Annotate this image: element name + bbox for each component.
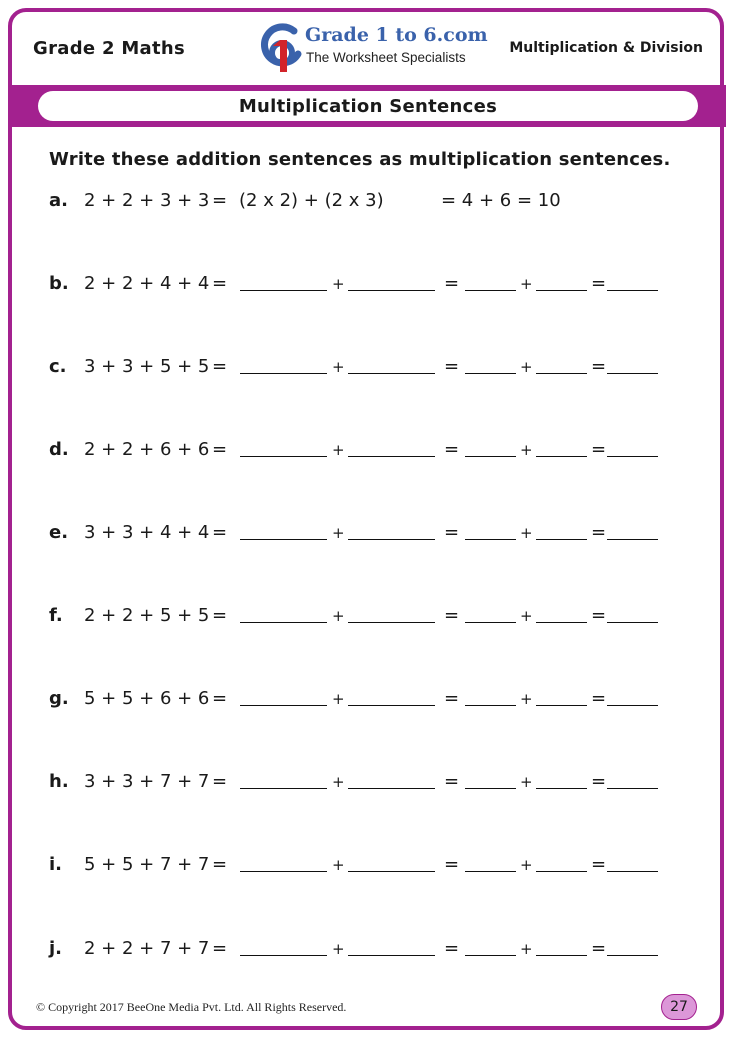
answer-blank[interactable] bbox=[465, 934, 516, 956]
addition-sentence: 3 + 3 + 5 + 5 bbox=[84, 356, 210, 377]
equals-sign: = bbox=[591, 688, 607, 709]
answer-blank[interactable] bbox=[240, 352, 327, 374]
copyright-notice: © Copyright 2017 BeeOne Media Pvt. Ltd. All Rights Reserved. bbox=[36, 1000, 347, 1014]
addition-sentence: 2 + 2 + 6 + 6 bbox=[84, 439, 210, 460]
question-letter: e. bbox=[49, 522, 69, 543]
plus-sign: + bbox=[520, 607, 533, 625]
answer-blank[interactable] bbox=[465, 269, 516, 291]
question-row bbox=[0, 435, 736, 465]
answer-blank[interactable] bbox=[240, 934, 327, 956]
answer-blank[interactable] bbox=[240, 601, 327, 623]
question-row bbox=[0, 684, 736, 714]
question-letter: c. bbox=[49, 356, 67, 377]
answer-blank[interactable] bbox=[348, 850, 435, 872]
answer-blank[interactable] bbox=[240, 518, 327, 540]
instruction-text: Write these addition sentences as multiplication sentences. bbox=[49, 149, 671, 170]
plus-sign: + bbox=[520, 524, 533, 542]
answer-blank[interactable] bbox=[348, 601, 435, 623]
answer-blank[interactable] bbox=[348, 767, 435, 789]
answer-blank[interactable] bbox=[465, 601, 516, 623]
equals-sign: = bbox=[212, 273, 228, 294]
grade-label: Grade 2 Maths bbox=[33, 38, 186, 59]
page-number-badge: 27 bbox=[661, 994, 697, 1020]
equals-sign: = bbox=[212, 356, 228, 377]
answer-blank[interactable] bbox=[607, 601, 658, 623]
answer-blank[interactable] bbox=[465, 435, 516, 457]
question-row bbox=[0, 850, 736, 880]
addition-sentence: 5 + 5 + 7 + 7 bbox=[84, 854, 210, 875]
equals-sign: = bbox=[591, 938, 607, 959]
equals-sign: = bbox=[591, 522, 607, 543]
plus-sign: + bbox=[520, 940, 533, 958]
equals-sign: = bbox=[212, 439, 228, 460]
plus-sign: + bbox=[332, 856, 345, 874]
plus-sign: + bbox=[332, 940, 345, 958]
answer-blank[interactable] bbox=[536, 934, 587, 956]
equals-sign: = bbox=[591, 273, 607, 294]
addition-sentence: 5 + 5 + 6 + 6 bbox=[84, 688, 210, 709]
answer-blank[interactable] bbox=[348, 352, 435, 374]
site-logo bbox=[258, 22, 488, 78]
answer-blank[interactable] bbox=[465, 518, 516, 540]
answer-blank[interactable] bbox=[607, 684, 658, 706]
example-expression: (2 x 2) + (2 x 3) bbox=[239, 190, 384, 211]
logo-mark-icon bbox=[258, 22, 306, 74]
plus-sign: + bbox=[332, 275, 345, 293]
question-letter: h. bbox=[49, 771, 69, 792]
answer-blank[interactable] bbox=[240, 767, 327, 789]
answer-blank[interactable] bbox=[465, 684, 516, 706]
answer-blank[interactable] bbox=[240, 435, 327, 457]
answer-blank[interactable] bbox=[240, 684, 327, 706]
question-letter: b. bbox=[49, 273, 69, 294]
answer-blank[interactable] bbox=[536, 518, 587, 540]
answer-blank[interactable] bbox=[607, 518, 658, 540]
example-row bbox=[0, 186, 736, 216]
answer-blank[interactable] bbox=[536, 269, 587, 291]
equals-sign: = bbox=[591, 605, 607, 626]
equals-sign: = bbox=[212, 190, 228, 211]
question-letter: j. bbox=[49, 938, 63, 959]
plus-sign: + bbox=[332, 690, 345, 708]
logo-name: Grade 1 to 6.com bbox=[305, 24, 488, 46]
equals-sign: = bbox=[591, 439, 607, 460]
question-row bbox=[0, 518, 736, 548]
equals-sign: = bbox=[591, 356, 607, 377]
answer-blank[interactable] bbox=[348, 684, 435, 706]
equals-sign: = bbox=[591, 854, 607, 875]
logo-tagline: The Worksheet Specialists bbox=[306, 50, 466, 65]
equals-sign: = bbox=[444, 356, 460, 377]
question-row bbox=[0, 352, 736, 382]
addition-sentence: 3 + 3 + 4 + 4 bbox=[84, 522, 210, 543]
equals-sign: = bbox=[212, 771, 228, 792]
answer-blank[interactable] bbox=[607, 850, 658, 872]
question-letter: a. bbox=[49, 190, 68, 211]
equals-sign: = bbox=[444, 273, 460, 294]
plus-sign: + bbox=[332, 607, 345, 625]
plus-sign: + bbox=[520, 358, 533, 376]
equals-sign: = bbox=[212, 522, 228, 543]
answer-blank[interactable] bbox=[465, 850, 516, 872]
addition-sentence: 2 + 2 + 4 + 4 bbox=[84, 273, 210, 294]
equals-sign: = bbox=[444, 522, 460, 543]
question-row bbox=[0, 601, 736, 631]
answer-blank[interactable] bbox=[607, 269, 658, 291]
example-answer: = 4 + 6 = 10 bbox=[441, 190, 561, 211]
answer-blank[interactable] bbox=[536, 435, 587, 457]
answer-blank[interactable] bbox=[240, 850, 327, 872]
worksheet-title: Multiplication Sentences bbox=[38, 91, 698, 121]
plus-sign: + bbox=[520, 690, 533, 708]
addition-sentence: 3 + 3 + 7 + 7 bbox=[84, 771, 210, 792]
question-row bbox=[0, 934, 736, 964]
addition-sentence: 2 + 2 + 7 + 7 bbox=[84, 938, 210, 959]
plus-sign: + bbox=[332, 358, 345, 376]
equals-sign: = bbox=[212, 938, 228, 959]
answer-blank[interactable] bbox=[240, 269, 327, 291]
answer-blank[interactable] bbox=[465, 352, 516, 374]
equals-sign: = bbox=[212, 854, 228, 875]
answer-blank[interactable] bbox=[536, 352, 587, 374]
question-row bbox=[0, 767, 736, 797]
equals-sign: = bbox=[444, 771, 460, 792]
answer-blank[interactable] bbox=[607, 767, 658, 789]
question-row bbox=[0, 269, 736, 299]
answer-blank[interactable] bbox=[348, 518, 435, 540]
equals-sign: = bbox=[444, 938, 460, 959]
plus-sign: + bbox=[520, 441, 533, 459]
equals-sign: = bbox=[212, 605, 228, 626]
topic-label: Multiplication & Division bbox=[509, 40, 703, 56]
answer-blank[interactable] bbox=[607, 435, 658, 457]
answer-blank[interactable] bbox=[607, 934, 658, 956]
question-letter: d. bbox=[49, 439, 69, 460]
answer-blank[interactable] bbox=[536, 601, 587, 623]
answer-blank[interactable] bbox=[348, 435, 435, 457]
question-letter: i. bbox=[49, 854, 63, 875]
equals-sign: = bbox=[444, 605, 460, 626]
answer-blank[interactable] bbox=[607, 352, 658, 374]
equals-sign: = bbox=[212, 688, 228, 709]
equals-sign: = bbox=[444, 688, 460, 709]
question-letter: f. bbox=[49, 605, 63, 626]
answer-blank[interactable] bbox=[536, 850, 587, 872]
question-letter: g. bbox=[49, 688, 69, 709]
equals-sign: = bbox=[444, 854, 460, 875]
addition-sentence: 2 + 2 + 3 + 3 bbox=[84, 190, 210, 211]
plus-sign: + bbox=[332, 441, 345, 459]
answer-blank[interactable] bbox=[348, 269, 435, 291]
answer-blank[interactable] bbox=[536, 767, 587, 789]
plus-sign: + bbox=[520, 856, 533, 874]
answer-blank[interactable] bbox=[465, 767, 516, 789]
plus-sign: + bbox=[520, 275, 533, 293]
plus-sign: + bbox=[520, 773, 533, 791]
equals-sign: = bbox=[591, 771, 607, 792]
equals-sign: = bbox=[444, 439, 460, 460]
answer-blank[interactable] bbox=[536, 684, 587, 706]
plus-sign: + bbox=[332, 524, 345, 542]
plus-sign: + bbox=[332, 773, 345, 791]
addition-sentence: 2 + 2 + 5 + 5 bbox=[84, 605, 210, 626]
answer-blank[interactable] bbox=[348, 934, 435, 956]
